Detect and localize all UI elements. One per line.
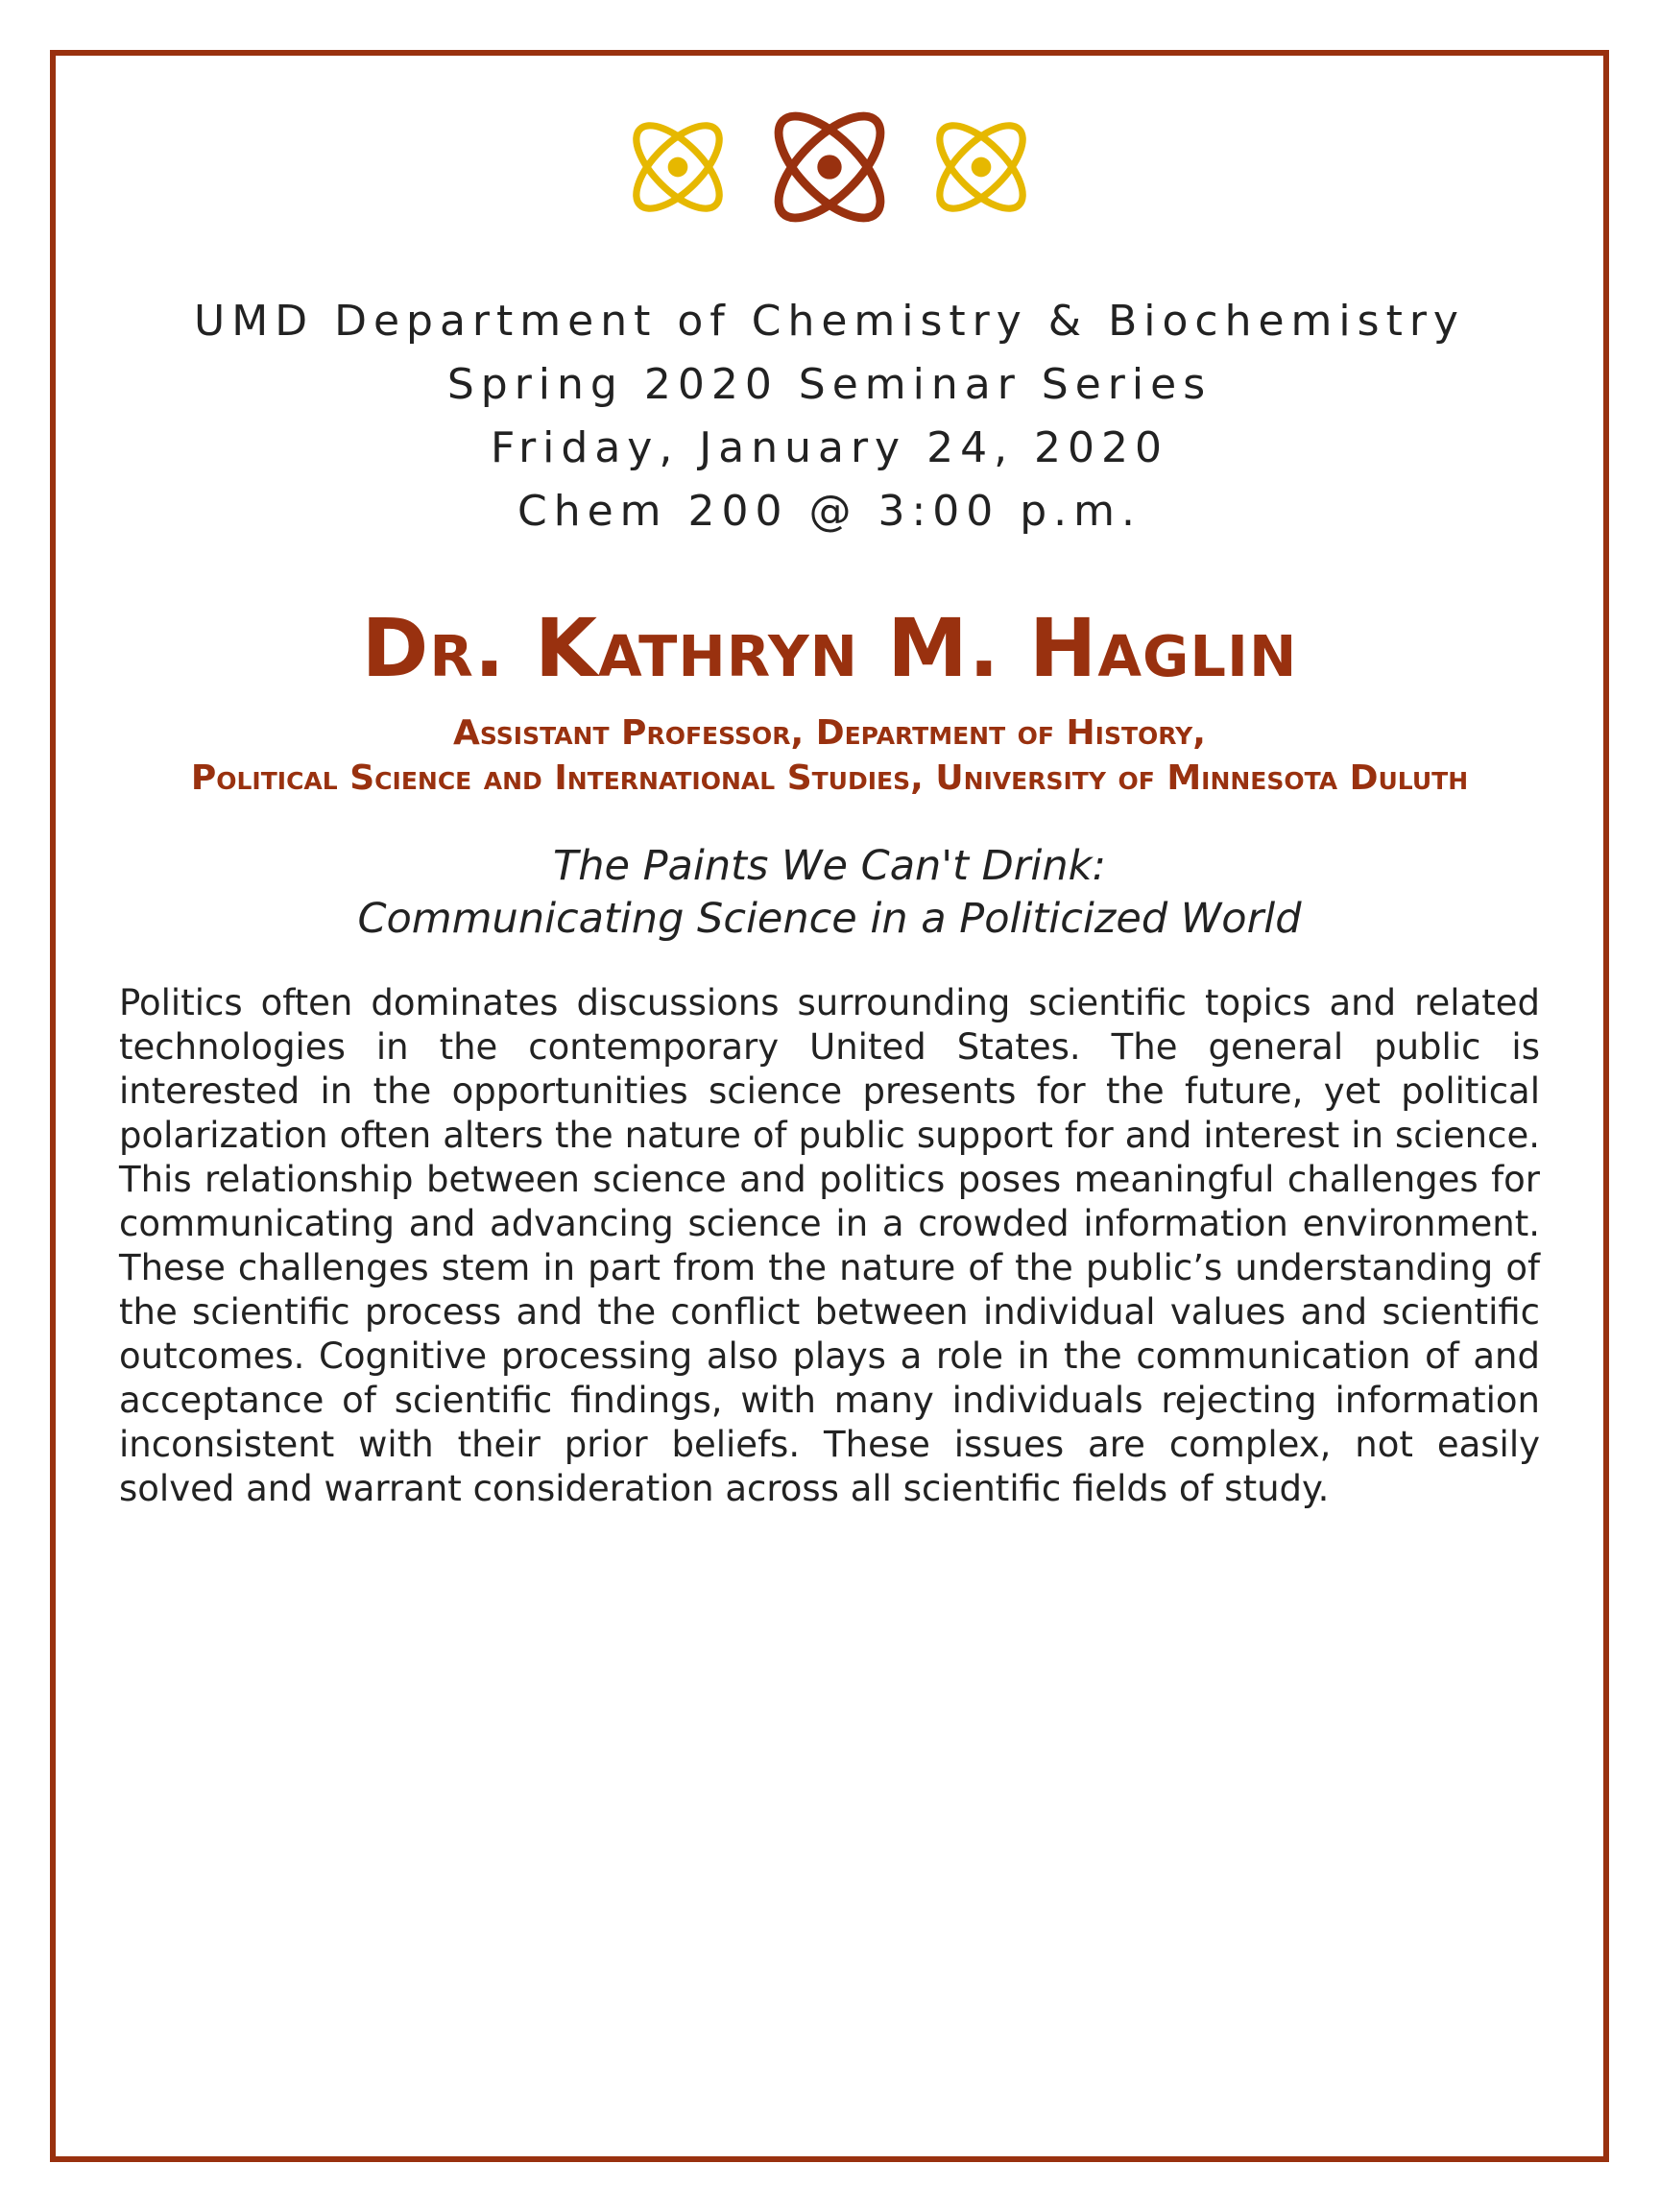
speaker-affiliation: [0, 710, 1659, 801]
event-date: Friday, January 24, 2020: [490, 423, 1169, 472]
affiliation-line-2: Political Science and International Studies, University of Minnesota Duluth: [190, 758, 1469, 798]
talk-title-line-1: The Paints We Can't Drink:: [552, 842, 1107, 890]
talk-title: [0, 840, 1659, 946]
event-location: Chem 200 @ 3:00 p.m.: [517, 487, 1142, 536]
speaker-name: Dr. Kathryn M. Haglin: [361, 601, 1298, 695]
atom-icon-gold: [922, 108, 1041, 227]
logo-row: [0, 94, 1659, 240]
talk-title-line-2: Communicating Science in a Politicized World: [357, 895, 1302, 943]
atom-icon-rust: [757, 94, 902, 240]
department-name: UMD Department of Chemistry & Biochemistry: [194, 297, 1465, 346]
seminar-series: Spring 2020 Seminar Series: [446, 360, 1213, 409]
affiliation-line-1: Assistant Professor, Department of History,: [453, 713, 1206, 753]
atom-icon-gold: [618, 108, 737, 227]
abstract-text: Politics often dominates discussions surrounding scientific topics and related technologies in the contemporary United States. The general public is interested in the opportunities science presents for the future, yet political polarization often alters the nature of public support for and interest in science. This relationship between science and politics poses meaningful challenges for communicating and advancing science in a crowded information environment. These challenges stem in part from the nature of the public’s understanding of the scientific process and the conflict between individual values and scientific outcomes. Cognitive processing also plays a role in the communication of and acceptance of scientific findings, with many individuals rejecting information inconsistent with their prior beliefs. These issues are complex, not easily solved and warrant consideration across all scientific fields of study.: [119, 982, 1540, 1509]
event-header: [0, 290, 1659, 543]
